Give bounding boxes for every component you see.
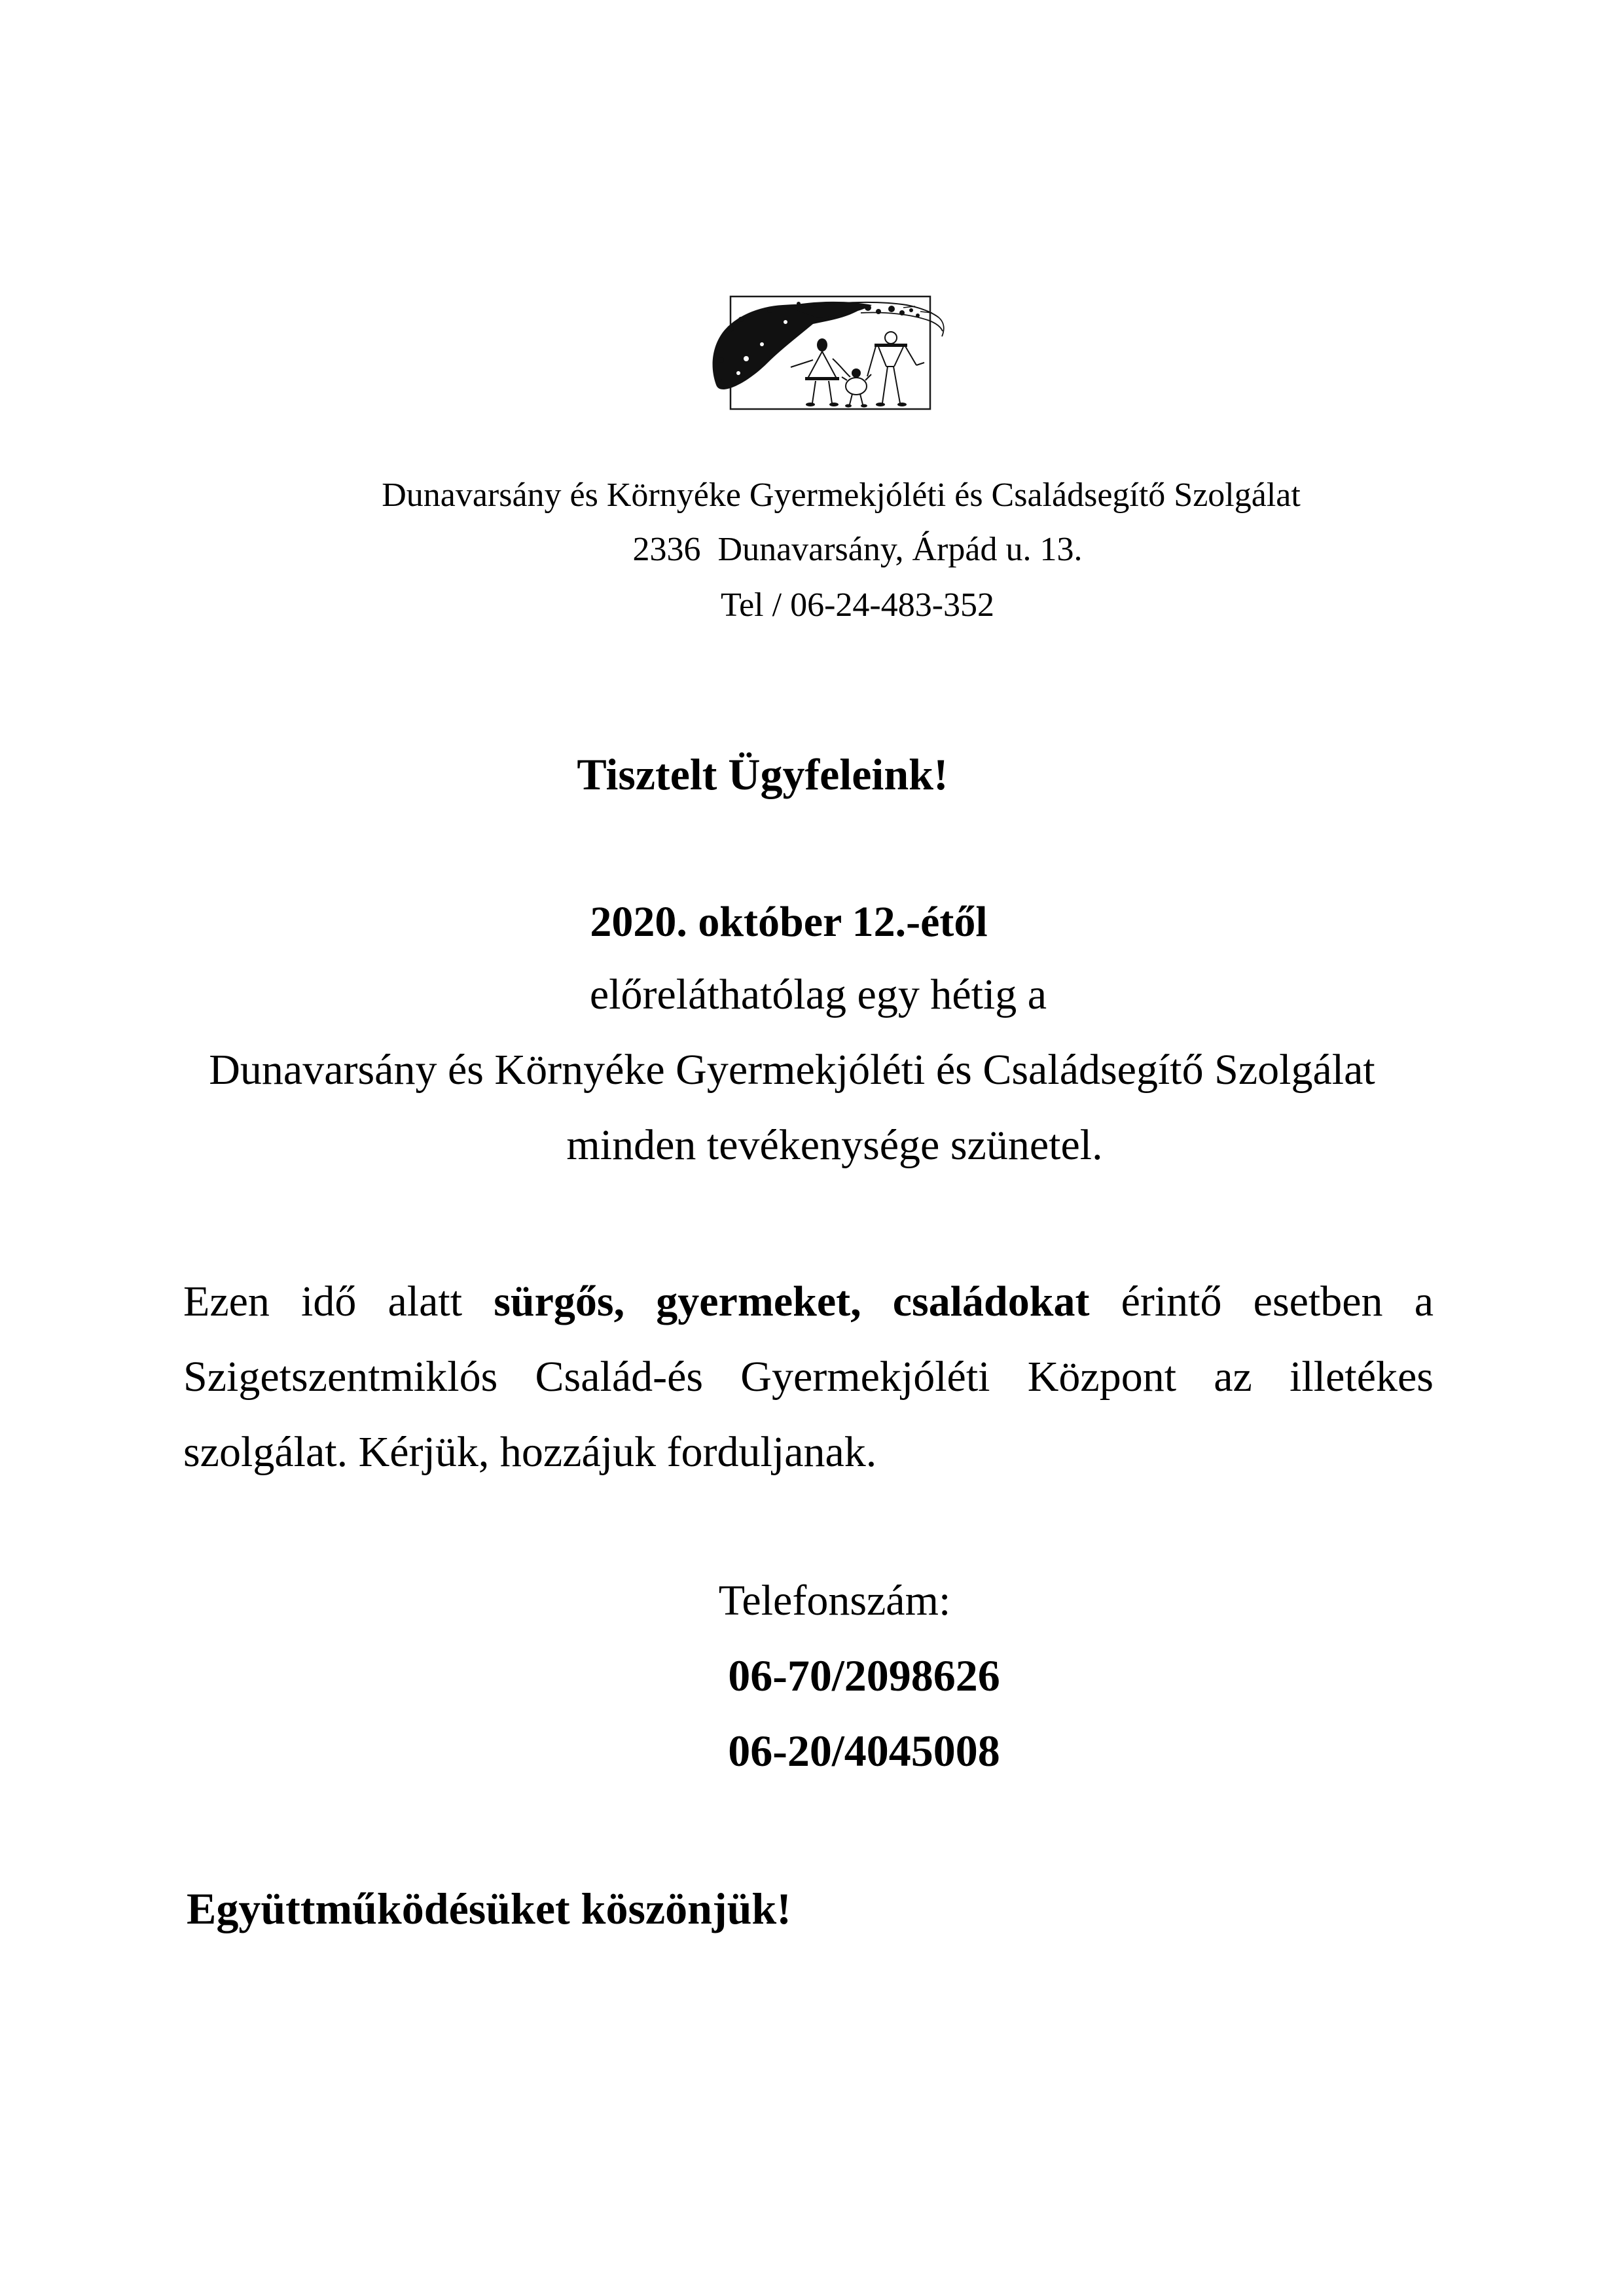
salutation-title: Tisztelt Ügyfeleink! — [577, 749, 948, 799]
phone-number-1: 06-70/2098626 — [728, 1651, 1000, 1700]
notice-org-name: Dunavarsány és Környéke Gyermekjóléti és Családsegítő Szolgálat — [209, 1046, 1375, 1094]
body-paragraph — [183, 1264, 1434, 1490]
paragraph-line-2: Szigetszentmiklós Család-és Gyermekjóléti Központ az illetékes — [183, 1353, 1434, 1401]
notice-date: 2020. október 12.-étől — [590, 898, 988, 946]
phone-label: Telefonszám: — [718, 1577, 951, 1624]
paragraph-line-1-bold: sürgős, gyermeket, családokat — [494, 1278, 1090, 1325]
paragraph-line-1 — [183, 1264, 1434, 1339]
closing-line: Együttműködésüket köszönjük! — [187, 1884, 791, 1933]
org-address: 2336 Dunavarsány, Árpád u. 13. — [632, 531, 1083, 568]
paragraph-line-3: szolgálat. Kérjük, hozzájuk forduljanak. — [183, 1428, 877, 1476]
phone-number-2: 06-20/4045008 — [728, 1726, 1000, 1776]
org-phone: Tel / 06-24-483-352 — [720, 586, 995, 624]
notice-suspension: minden tevékenysége szünetel. — [566, 1121, 1103, 1169]
org-name: Dunavarsány és Környéke Gyermekjóléti és Családsegítő Szolgálat — [382, 476, 1301, 514]
paragraph-line-1-post: érintő esetben a — [1089, 1278, 1434, 1325]
notice-duration: előreláthatólag egy hétig a — [589, 971, 1047, 1018]
family-tree-sketch-logo — [707, 281, 956, 416]
paragraph-line-1-pre: Ezen idő alatt — [183, 1278, 494, 1325]
